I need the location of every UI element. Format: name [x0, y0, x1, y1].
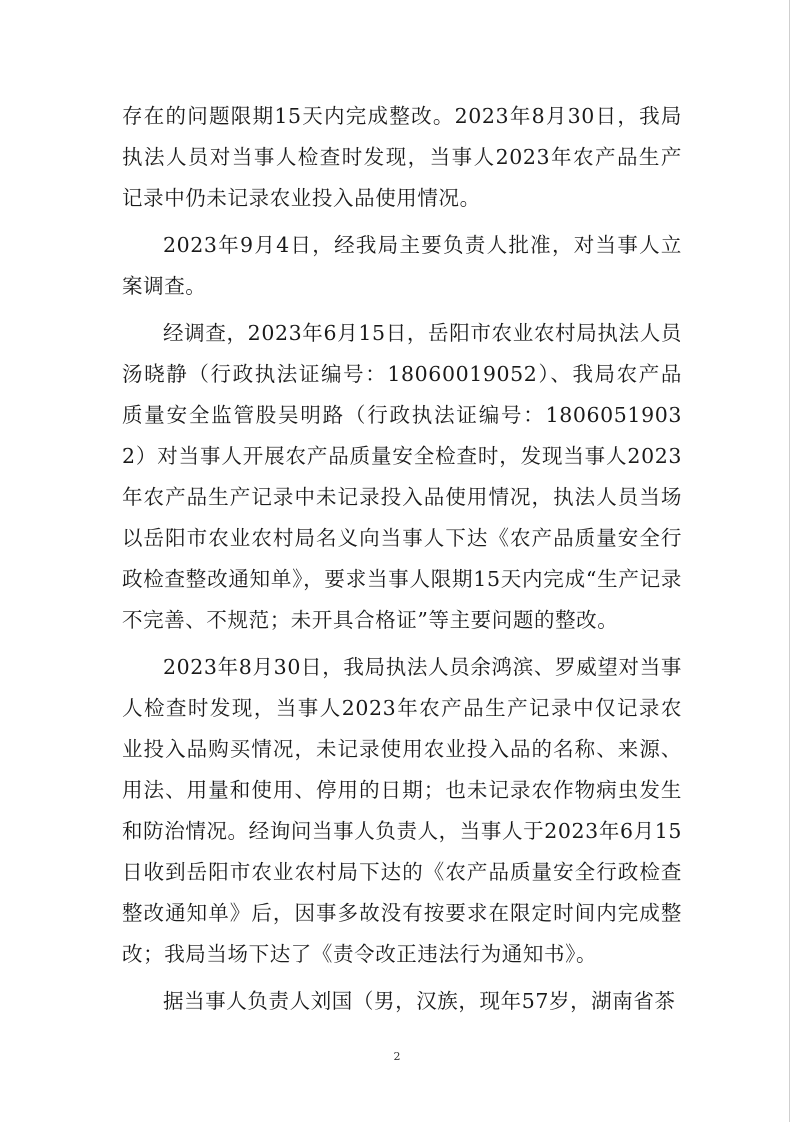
scan-edge-divider — [789, 0, 790, 1122]
document-body — [122, 96, 682, 1028]
paragraph-4: 2023年8月30日，我局执法人员余鸿滨、罗威望对当事人检查时发现，当事人2023年农产品生产记录中仅记录农业投入品购买情况，未记录使用农业投入品的名称、来源、用法、用量和使用、停用的日期；也未记录农作物病虫发生和防治情况。经询问当事人负责人，当事人于2023年6月15日收到岳阳市农业农村局下达的《农产品质量安全行政检查整改通知单》后，因事多故没有按要求在限定时间内完成整改；我局当场下达了《责令改正违法行为通知书》。 — [122, 655, 682, 966]
paragraph-2: 2023年9月4日，经我局主要负责人批准，对当事人立案调查。 — [122, 233, 682, 298]
page-number: 2 — [393, 1050, 401, 1063]
paragraph-5: 据当事人负责人刘国（男，汉族，现年57岁，湖南省茶 — [163, 989, 676, 1013]
paragraph-3: 经调查，2023年6月15日，岳阳市农业农村局执法人员汤晓静（行政执法证编号：18060019052）、我局农产品质量安全监管股吴明路（行政执法证编号：18060519032）对当事人开展农产品质量安全检查时，发现当事人2023年农产品生产记录中未记录投入品使用情况，执法人员当场以岳阳市农业农村局名义向当事人下达《农产品质量安全行政检查整改通知单》，要求当事人限期15天内完成“生产记录不完善、不规范；未开具合格证”等主要问题的整改。 — [122, 321, 682, 632]
paragraph-1: 存在的问题限期15天内完成整改。2023年8月30日，我局执法人员对当事人检查时发现，当事人2023年农产品生产记录中仍未记录农业投入品使用情况。 — [122, 104, 682, 210]
